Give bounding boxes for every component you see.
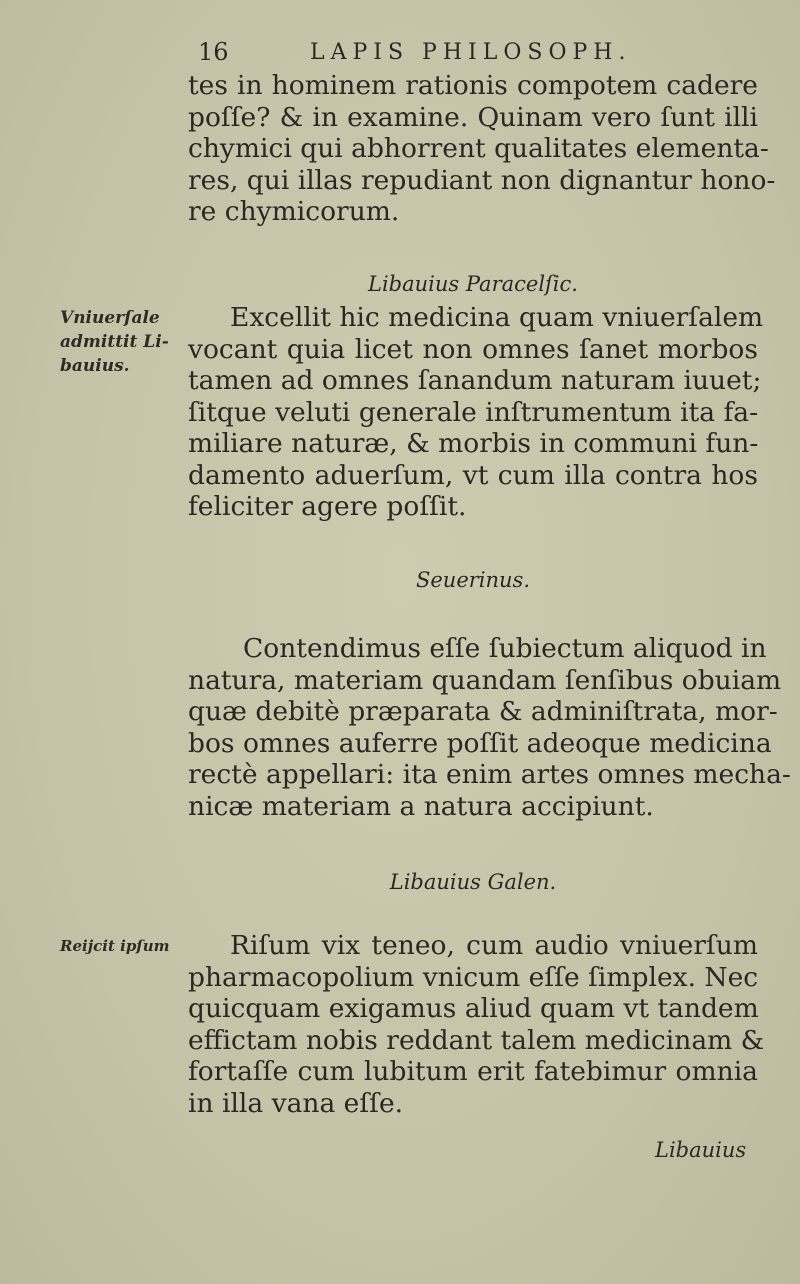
text-line: re chymicorum. [188, 196, 400, 227]
text-line: miliare naturæ, & morbis in communi fun- [188, 428, 759, 459]
speaker-heading: Seuerinus. [415, 568, 531, 592]
text-line: chymici qui abhorrent qualitates elementa- [188, 133, 769, 164]
text-line: tamen ad omnes ſanandum naturam iuuet; [188, 365, 762, 396]
margin-note-line: bauius. [60, 356, 130, 376]
text-line: Contendimus eſſe ſubiectum aliquod in [243, 633, 767, 664]
speaker-heading: Libauius Paracelſic. [368, 272, 578, 296]
catchword: Libauius [655, 1138, 747, 1162]
text-line: res, qui illas repudiant non dignantur hono- [188, 164, 776, 196]
paragraph-libauius-paracelsic [188, 302, 764, 523]
running-title: LAPIS PHILOSOPH. [310, 40, 632, 65]
text-line: natura, materiam quandam ſenſibus obuiam [188, 664, 782, 696]
text-line: ſitque veluti generale inſtrumentum ita fa- [188, 396, 759, 428]
paragraph-continuation [188, 70, 776, 228]
text-line: in illa vana eſſe. [188, 1087, 404, 1119]
text-line: nicæ materiam a natura accipiunt. [188, 790, 654, 822]
margin-note [60, 306, 188, 378]
text-line: fortaſſe cum lubitum erit fatebimur omnia [188, 1056, 758, 1087]
text-line: Excellit hic medicina quam vniuerſalem [230, 302, 764, 333]
text-line: bos omnes auferre poſſit adeoque medicina [188, 727, 772, 759]
text-line: effictam nobis reddant talem medicinam & [188, 1024, 765, 1056]
margin-note-line: Reijcit ipſum [60, 937, 170, 955]
text-line: quæ debitè præparata & adminiſtrata, mor- [188, 696, 778, 727]
text-line: damento aduerſum, vt cum illa contra hos [188, 459, 758, 491]
text-line: tes in hominem rationis compotem cadere [188, 70, 758, 101]
margin-note-line: admittit Li- [60, 332, 169, 352]
text-line: vocant quia licet non omnes ſanet morbos [188, 333, 758, 365]
page-number: 16 [198, 38, 229, 66]
text-line: feliciter agere poſſit. [188, 491, 467, 522]
text-line: Riſum vix teneo, cum audio vniuerſum [230, 930, 758, 961]
margin-note [60, 934, 185, 958]
text-line: quicquam exigamus aliud quam vt tandem [188, 993, 759, 1024]
text-line: rectè appellari: ita enim artes omnes mecha- [188, 759, 791, 790]
paragraph-libauius-galen [188, 930, 765, 1119]
paragraph-seuerinus [188, 633, 791, 822]
text-line: pharmacopolium vnicum eſſe ſimplex. Nec [188, 961, 759, 993]
speaker-heading: Libauius Galen. [389, 870, 557, 894]
margin-note-line: Vniuerſale [60, 308, 160, 328]
text-line: poſſe? & in examine. Quinam vero ſunt illi [188, 101, 758, 133]
